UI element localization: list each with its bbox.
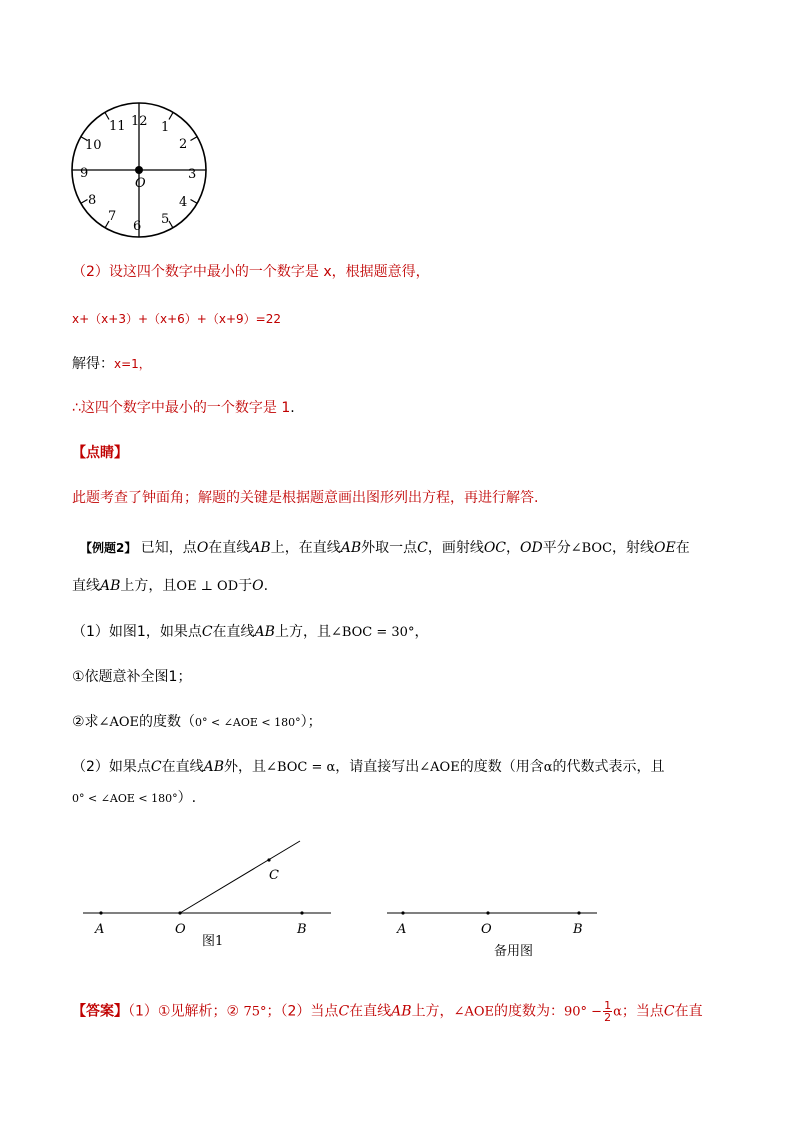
point-o-dot — [486, 911, 489, 914]
example2-text: 外取一点 — [361, 540, 418, 556]
line-ab: AB — [203, 759, 225, 775]
example2-text: 上方，且 — [120, 578, 177, 594]
fraction-denominator: 2 — [604, 1011, 612, 1024]
point-a-dot — [401, 911, 404, 914]
clock-num-4: 4 — [179, 195, 188, 210]
line-ab: AB — [254, 624, 275, 640]
clock-center-dot — [135, 166, 143, 174]
clock-num-7: 7 — [108, 209, 117, 224]
example2-line-2 — [72, 576, 268, 597]
label-b: B — [573, 922, 583, 937]
question-1 — [72, 622, 428, 643]
point-c: C — [201, 624, 213, 640]
answer-text: 的度数为： — [494, 1003, 564, 1020]
example2-tag: 【例题2】 — [80, 541, 137, 555]
question-2-line-1 — [72, 757, 665, 778]
label-a: A — [95, 922, 105, 937]
line-ab: AB — [340, 540, 362, 556]
alpha-symbol: α — [543, 760, 553, 775]
example2-text: . — [263, 578, 269, 594]
point-c: C — [338, 1003, 350, 1020]
solution-line-4 — [72, 398, 295, 418]
example2-text: 上，在直线 — [270, 540, 341, 556]
clock-center-label: O — [135, 176, 146, 191]
label-b: B — [297, 922, 307, 937]
example2-text: ，射线 — [612, 540, 655, 556]
answer-fraction — [603, 1000, 612, 1023]
clock-num-6: 6 — [133, 219, 142, 234]
clock-num-9: 9 — [80, 166, 89, 181]
answer-degree: 75° — [243, 1004, 267, 1020]
answer-text: 在直线 — [349, 1003, 392, 1020]
line-ab: AB — [391, 1003, 412, 1020]
point-c: C — [663, 1003, 675, 1020]
point-c: C — [417, 540, 428, 556]
q2-text: 在直线 — [161, 759, 204, 775]
comment-heading: 【点睛】 — [72, 445, 128, 461]
clock-num-12: 12 — [131, 114, 148, 129]
answer-text: 在直 — [674, 1003, 703, 1020]
example2-text: 直线 — [72, 578, 100, 594]
alpha-symbol: α — [613, 1004, 622, 1020]
ray-oe: OE — [654, 540, 676, 556]
example2-text: 平分 — [542, 540, 571, 556]
question-1-1: ①依题意补全图1； — [72, 669, 192, 685]
clock-num-5: 5 — [161, 212, 170, 227]
clock-num-11: 11 — [109, 119, 126, 134]
clock-num-1: 1 — [161, 120, 170, 135]
example2-text: 在直线 — [208, 540, 251, 556]
point-o: O — [252, 578, 264, 594]
backup-figure — [384, 900, 604, 965]
solve-prefix: 解得： — [72, 356, 114, 372]
solution-line-1: （2）设这四个数字中最小的一个数字是 x，根据题意得， — [72, 264, 430, 280]
q2-text: 的度数（用含 — [459, 759, 544, 775]
angle-aoe: ∠AOE — [453, 1004, 494, 1020]
answer-line — [72, 1000, 703, 1023]
conclusion-value: 1 — [281, 400, 291, 416]
point-c: C — [150, 759, 162, 775]
ray-od: OD — [520, 540, 543, 556]
q2-text: 的代数式表示，且 — [552, 759, 665, 775]
point-o: O — [196, 540, 209, 556]
point-c-dot — [267, 858, 270, 861]
q1-text: 上方，且 — [274, 624, 331, 640]
q1-text: ， — [414, 624, 429, 640]
example2-text: ，画射线 — [427, 540, 484, 556]
q1-2-text: ②求 — [72, 714, 99, 730]
q2-text: ）. — [177, 790, 197, 806]
q1-2-text: ）； — [300, 714, 322, 730]
answer-text: ；（2）当点 — [266, 1003, 339, 1020]
q1-text: （1）如图1，如果点 — [72, 624, 202, 640]
label-o: O — [175, 922, 186, 937]
question-2-line-2 — [72, 788, 196, 809]
example2-text: 于 — [238, 578, 253, 594]
angle-aoe: ∠AOE — [419, 760, 460, 775]
ray-oc: OC — [483, 540, 507, 556]
q2-text: ，请直接写出 — [335, 759, 420, 775]
figure-1 — [78, 835, 338, 960]
angle-aoe: ∠AOE — [98, 715, 139, 730]
q1-text: 在直线 — [212, 624, 255, 640]
line-ab: AB — [250, 540, 271, 556]
q1-2-text: 的度数（ — [139, 714, 195, 730]
clock-figure — [68, 100, 213, 240]
ray-oc-fig1 — [180, 841, 300, 913]
solution-line-3 — [72, 354, 151, 374]
solution-equation: x+（x+3）+（x+6）+（x+9）=22 — [72, 312, 281, 326]
clock-num-3: 3 — [188, 167, 197, 182]
angle-range: 0° < ∠AOE < 180° — [195, 716, 301, 729]
example2-text: 在 — [675, 540, 690, 556]
answer-expression: 90° − — [564, 1004, 603, 1020]
figure-1-caption: 图1 — [202, 934, 224, 949]
point-o-dot — [178, 911, 181, 914]
answer-text: 上方， — [411, 1003, 454, 1020]
q2-text: （2）如果点 — [72, 759, 151, 775]
conclusion-prefix: ∴这四个数字中最小的一个数字是 — [72, 400, 282, 416]
line-ab: AB — [100, 578, 121, 594]
answer-text: ；当点 — [621, 1003, 664, 1020]
label-o: O — [481, 922, 492, 937]
point-a-dot — [99, 911, 102, 914]
solve-value: x=1， — [114, 357, 151, 371]
conclusion-suffix: . — [290, 400, 295, 416]
label-a: A — [397, 922, 407, 937]
perpendicular-expr: OE ⊥ OD — [176, 579, 239, 594]
clock-num-10: 10 — [85, 138, 102, 153]
q2-text: 外，且 — [224, 759, 267, 775]
answer-text: （1）①见解析；② — [128, 1003, 244, 1020]
point-b-dot — [577, 911, 580, 914]
angle-condition: ∠BOC = α — [266, 760, 336, 775]
clock-num-2: 2 — [179, 137, 188, 152]
example2-text: ， — [506, 540, 521, 556]
clock-num-8: 8 — [88, 193, 97, 208]
answer-tag: 【答案】 — [72, 1003, 128, 1020]
angle-range: 0° < ∠AOE < 180° — [72, 792, 178, 805]
fraction-numerator: 1 — [604, 999, 612, 1012]
angle-boc: ∠BOC — [570, 541, 613, 556]
question-1-2 — [72, 712, 322, 733]
label-c: C — [269, 868, 279, 883]
point-b-dot — [300, 911, 303, 914]
example2-line-1 — [80, 538, 690, 559]
comment-text: 此题考查了钟面角；解题的关键是根据题意画出图形列出方程，再进行解答. — [72, 490, 539, 506]
backup-figure-caption: 备用图 — [494, 944, 534, 959]
example2-text: 已知，点 — [136, 540, 197, 556]
angle-condition: ∠BOC = 30° — [330, 625, 415, 640]
